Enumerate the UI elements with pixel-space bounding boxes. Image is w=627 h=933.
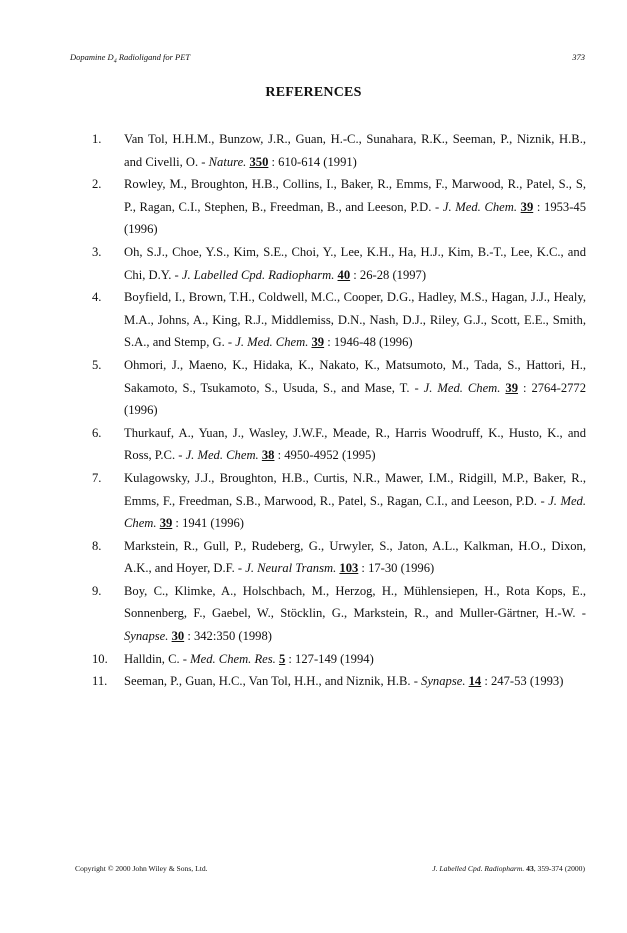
reference-authors: Seeman, P., Guan, H.C., Van Tol, H.H., and Niznik, H.B. - [124,674,422,689]
reference-number: 10. [92,651,108,666]
reference-item [92,670,586,693]
reference-number: 4. [92,290,102,305]
reference-pages: : 1946-48 (1996) [324,335,413,350]
reference-volume: 14 [468,674,482,689]
reference-journal: Nature. [208,154,247,169]
reference-volume: 5 [278,651,286,666]
reference-volume: 39 [505,380,518,395]
reference-authors: Thurkauf, A., Yuan, J., Wasley, J.W.F., Meade, R., Harris Woodruff, K., Husto, K., and Ross, P.C. - [124,425,586,463]
reference-pages: : 610-614 (1991) [268,154,357,169]
reference-item [92,354,586,422]
running-head-title [70,52,190,65]
reference-volume: 39 [311,335,325,350]
reference-item [92,467,586,535]
reference-volume: 39 [520,199,534,214]
footer-pages: , 359-374 (2000) [533,864,585,873]
reference-item [92,535,586,580]
reference-authors: Boy, C., Klimke, A., Holschbach, M., Herzog, H., Mühlensiepen, H., Rota Kops, E., Sonnenberg, F., Gaebel, W., Stöcklin, G., Markstein, R., and Muller-Gärtner, H.-W. - [124,583,586,621]
reference-journal: Med. Chem. Res. [190,651,276,666]
reference-number: 1. [92,132,102,146]
reference-authors: Rowley, M., Broughton, H.B., Collins, I., Baker, R., Emms, F., Marwood, R., Patel, S., S, P., Ragan, C.I., Stephen, B., Freedman, B., and Leeson, P.D. - [124,177,586,214]
running-head [70,52,585,66]
reference-pages: : 127-149 (1994) [285,651,374,666]
reference-number: 6. [92,425,102,440]
reference-journal: Synapse. [124,629,169,644]
reference-number: 9. [92,583,102,598]
reference-number: 3. [92,244,102,259]
reference-volume: 350 [249,154,269,169]
reference-pages: : 1953-45 (1996) [124,199,586,237]
reference-volume: 39 [159,516,173,531]
reference-item [92,173,586,241]
reference-item [92,241,586,286]
reference-authors: Halldin, C. - [124,651,191,666]
reference-journal: J. Neural Transm. [245,561,337,576]
reference-number: 11. [92,674,108,689]
reference-volume: 103 [339,561,359,576]
reference-pages: : 247-53 (1993) [481,674,564,689]
page-footer [75,864,585,876]
reference-authors: Kulagowsky, J.J., Broughton, H.B., Curtis, N.R., Mawer, I.M., Ridgill, M.P., Baker, R., Emms, F., Freedman, S.B., Marwood, R., Patel, S., Ragan, C.I., and Leeson, P.D. - [124,470,586,508]
reference-item [92,286,586,354]
reference-number: 7. [92,470,102,485]
reference-pages: : 17-30 (1996) [358,561,435,576]
reference-list [92,128,586,693]
reference-number: 2. [92,177,102,192]
reference-authors: Van Tol, H.H.M., Bunzow, J.R., Guan, H.-C., Sunahara, R.K., Seeman, P., Niznik, H.B., and Civelli, O. - [124,132,586,169]
running-head-title-suffix: Radioligand for PET [116,52,191,62]
reference-journal: J. Med. Chem. [235,335,309,350]
reference-journal: J. Med. Chem. [423,380,501,395]
reference-pages: : 342:350 (1998) [184,629,272,644]
reference-item [92,648,586,671]
reference-journal: J. Med. Chem. [124,493,586,531]
footer-volume: 43 [526,864,534,873]
footer-journal: J. Labelled Cpd. Radiopharm. [432,864,525,873]
reference-item [92,422,586,467]
reference-journal: Synapse. [421,674,466,689]
reference-pages: : 2764-2772 (1996) [124,380,587,418]
reference-journal: J. Labelled Cpd. Radiopharm. [181,267,335,282]
page-number: 373 [572,52,585,62]
reference-pages: : 1941 (1996) [172,516,244,531]
reference-item [92,128,586,173]
reference-authors: Markstein, R., Gull, P., Rudeberg, G., Urwyler, S., Jaton, A.L., Kalkman, H.O., Dixon, A.K., and Hoyer, D.F. - [124,538,586,576]
reference-journal: J. Med. Chem. [185,448,259,463]
running-head-title-subscript: 4 [113,58,117,65]
reference-volume: 40 [337,267,351,282]
reference-journal: J. Med. Chem. [442,199,517,214]
reference-item [92,580,586,648]
copyright-notice: Copyright © 2000 John Wiley & Sons, Ltd. [75,864,208,873]
running-head-title-prefix: Dopamine D [70,52,114,62]
reference-pages: : 26-28 (1997) [350,267,427,282]
journal-citation [432,864,585,873]
references-heading: REFERENCES [265,85,362,100]
reference-number: 8. [92,538,102,553]
reference-authors: Oh, S.J., Choe, Y.S., Kim, S.E., Choi, Y., Lee, K.H., Ha, H.J., Kim, B.-T., Lee, K.C., and Chi, D.Y. - [124,244,586,282]
reference-pages: : 4950-4952 (1995) [274,448,376,463]
reference-volume: 30 [171,629,185,644]
reference-volume: 38 [261,448,275,463]
reference-authors: Ohmori, J., Maeno, K., Hidaka, K., Nakato, K., Matsumoto, M., Tada, S., Hattori, H., Sakamoto, S., Tsukamoto, S., Usuda, S., and Mase, T. - [124,357,586,395]
reference-number: 5. [92,357,102,372]
reference-authors: Boyfield, I., Brown, T.H., Coldwell, M.C., Cooper, D.G., Hadley, M.S., Hagan, J.J., Healy, M.A., Johns, A., King, R.J., Middlemiss, D.N., Nash, D.J., Riley, G.J., Scott, E.E., Smith, S.A., and Stemp, G. - [124,290,586,350]
